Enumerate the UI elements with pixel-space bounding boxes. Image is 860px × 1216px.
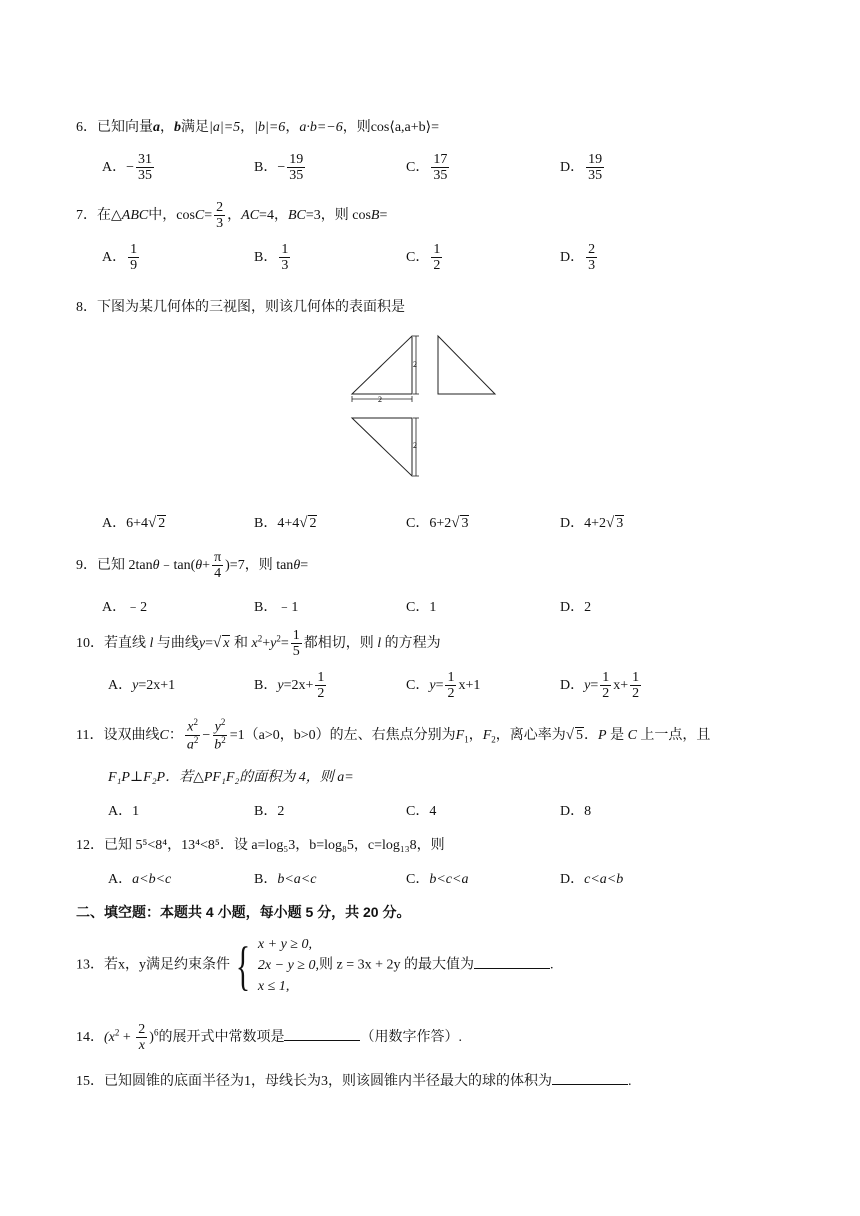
question-9-stem: 9．已知 2tanθ﹣tan(θ+ $\frac{\pi}{4}$ )=7，则 tanθ= — [76, 550, 309, 582]
q6-option-b: B．− $\frac{19}{35}$ — [254, 152, 304, 184]
q15-answer-blank[interactable] — [552, 1072, 628, 1085]
q12-option-a: A．a<b<c — [108, 872, 172, 887]
question-6-stem: 6．已知向量a，b满足|a|=5，|b|=6，a·b=−6，则cos⟨a,a+b⟩= — [76, 120, 440, 135]
q11-option-b: B．2 — [254, 804, 285, 819]
q12-option-c: C．b<c<a — [406, 872, 469, 887]
q12-option-b: B．b<a<c — [254, 872, 317, 887]
q14-answer-blank[interactable] — [284, 1028, 360, 1041]
q11-option-d: D．8 — [560, 804, 592, 819]
q8-option-a: A．6+4√ 2 — [102, 515, 166, 531]
q10-option-c: C．y= $\frac{1}{2}$ x+1 — [406, 670, 481, 702]
q10-option-b: B．y=2x+ $\frac{1}{2}$ — [254, 670, 325, 702]
question-12-stem: 12．已知 5⁵<8⁴，13⁴<8⁵．设 a=log₅3，b=log₈5，c=log₁₃8，则 — [76, 838, 445, 853]
q7-option-a: A． $\frac{1}{9}$ — [102, 242, 138, 274]
q9-option-b: B．﹣1 — [254, 600, 299, 615]
q7-option-c: C． $\frac{1}{2}$ — [406, 242, 441, 274]
three-view-diagram — [340, 330, 510, 480]
question-7-stem: 7．在△ABC中，cosC= $\frac{2}{3}$ ，AC=4，BC=3，则 cosB= — [76, 200, 388, 232]
question-13-stem: 13．若x，y满足约束条件 { x + y ≥ 0, 2x − y ≥ 0, x ≤ 1, 则 z = 3x + 2y 的最大值为 . — [76, 935, 554, 996]
q8-option-d: D．4+2√ 3 — [560, 515, 624, 531]
section-2-heading: 二、填空题：本题共 4 小题，每小题 5 分，共 20 分。 — [76, 904, 411, 920]
q6-option-d: D． $\frac{19}{35}$ — [560, 152, 603, 184]
q7-option-b: B． $\frac{1}{3}$ — [254, 242, 289, 274]
front-width-label: 2 — [378, 395, 382, 404]
q8-option-c: C．6+2√ 3 — [406, 515, 469, 531]
q6-option-a: A．− $\frac{31}{35}$ — [102, 152, 153, 184]
question-10-stem: 10．若直线 l 与曲线y=√ x 和 $x^2+y^2=$ $\frac{1}{5}$ 都相切，则 l 的方程为 — [76, 628, 441, 660]
q9-option-d: D．2 — [560, 600, 592, 615]
q9-option-c: C．1 — [406, 600, 437, 615]
front-height-label: 2 — [413, 360, 417, 369]
question-14-stem: 14．($x^2$ + $\frac{2}{x}$ )$^6$的展开式中常数项是 （用数字作答）. — [76, 1022, 462, 1054]
q8-option-b: B．4+4√ 2 — [254, 515, 317, 531]
question-15-stem: 15．已知圆锥的底面半径为1，母线长为3，则该圆锥内半径最大的球的体积为 . — [76, 1074, 632, 1089]
q7-option-d: D． $\frac{2}{3}$ — [560, 242, 596, 274]
constraint-system: { x + y ≥ 0, 2x − y ≥ 0, x ≤ 1, — [235, 935, 319, 996]
q10-option-a: A．y=2x+1 — [108, 678, 176, 693]
q13-answer-blank[interactable] — [474, 956, 550, 969]
q11-option-a: A．1 — [108, 804, 140, 819]
q6-option-c: C． $\frac{17}{35}$ — [406, 152, 448, 184]
top-view-triangle — [352, 418, 412, 476]
question-11-stem: 11．设双曲线C： $\frac{x^2}{a^2}$ − $\frac{y^2}{b^2}$ =1（a>0，b>0）的左、右焦点分别为$F_1$，$F_2$，离心率为√ 5．P 是 C 上一点，且 — [76, 717, 711, 753]
question-11-line2: F₁P⊥F₂P．若△PF₁F₂的面积为 4，则 a= — [108, 770, 354, 785]
q12-option-d: D．c<a<b — [560, 872, 624, 887]
q11-option-c: C．4 — [406, 804, 437, 819]
top-depth-label: 2 — [413, 441, 417, 450]
q9-option-a: A．﹣2 — [102, 600, 148, 615]
q10-option-d: D．y= $\frac{1}{2}$ x+ $\frac{1}{2}$ — [560, 670, 640, 702]
front-view-triangle — [352, 336, 412, 394]
question-8-stem: 8．下图为某几何体的三视图，则该几何体的表面积是 — [76, 300, 405, 315]
side-view-triangle — [438, 336, 495, 394]
